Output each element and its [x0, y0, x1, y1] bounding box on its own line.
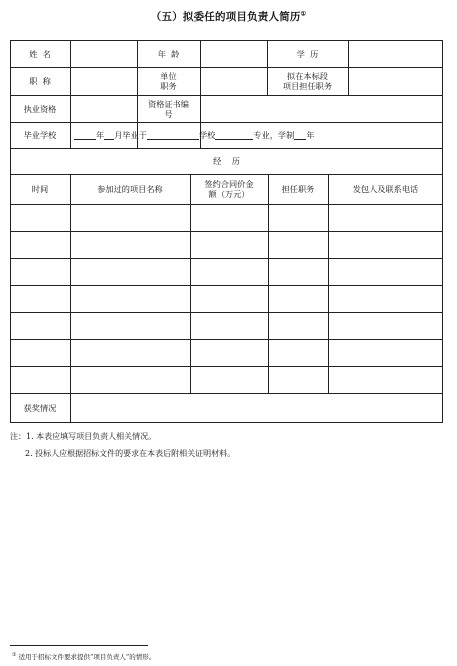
- education-field[interactable]: [348, 40, 443, 67]
- cert-no-label: 资格证书编 号: [148, 98, 189, 119]
- table-row[interactable]: [10, 312, 443, 339]
- graduation-field[interactable]: 年 月毕业于 学校 专业，学制 年: [70, 122, 443, 148]
- note-1: 注：1. 本表应填写项目负责人相关情况。: [10, 432, 157, 441]
- note-2: 2. 投标人应根据招标文件的要求在本表后附相关证明材料。: [25, 449, 236, 458]
- table-row[interactable]: [10, 366, 443, 393]
- qualification-label: 执业资格: [23, 103, 57, 114]
- title-label: 职 称: [29, 76, 51, 86]
- age-field[interactable]: [200, 40, 267, 67]
- col-header-role: 担任职务: [281, 184, 315, 194]
- education-label: 学 历: [296, 48, 319, 59]
- footnote: ① 适用于招标文件要求提供“项目负责人”的情形。: [12, 652, 156, 662]
- awards-label: 获奖情况: [23, 402, 57, 413]
- proposed-position-field[interactable]: [348, 67, 443, 95]
- table-row[interactable]: [10, 285, 443, 312]
- awards-field[interactable]: [70, 393, 443, 422]
- col-header-client: 发包人及联系电话: [352, 184, 419, 194]
- notes: [10, 428, 235, 462]
- col-header-time: 时间: [31, 184, 49, 194]
- footnote-rule: [10, 645, 148, 646]
- footnote-marker: ①: [300, 10, 307, 18]
- table-row[interactable]: [10, 204, 443, 231]
- proposed-position-label: 拟在本标段 项目担任职务: [282, 71, 333, 91]
- page-title: （五）拟委任的项目负责人简历①: [150, 10, 307, 23]
- unit-position-label: 单位 职务: [160, 71, 177, 91]
- table-row[interactable]: [10, 339, 443, 366]
- name-label: 姓 名: [29, 48, 51, 59]
- resume-table: [10, 40, 443, 423]
- experience-header: 经 历: [213, 156, 240, 166]
- col-header-contract-amount: 签约合同价金 额（万元）: [204, 179, 254, 199]
- title-field[interactable]: [70, 67, 137, 95]
- graduation-label: 毕业学校: [23, 130, 57, 140]
- qualification-field[interactable]: [70, 95, 137, 122]
- age-label: 年 龄: [157, 48, 180, 59]
- unit-position-field[interactable]: [200, 67, 267, 95]
- name-field[interactable]: [70, 40, 137, 67]
- table-row[interactable]: [10, 258, 443, 285]
- col-header-project: 参加过的项目名称: [97, 184, 163, 194]
- table-row[interactable]: [10, 231, 443, 258]
- cert-no-field[interactable]: [200, 95, 443, 122]
